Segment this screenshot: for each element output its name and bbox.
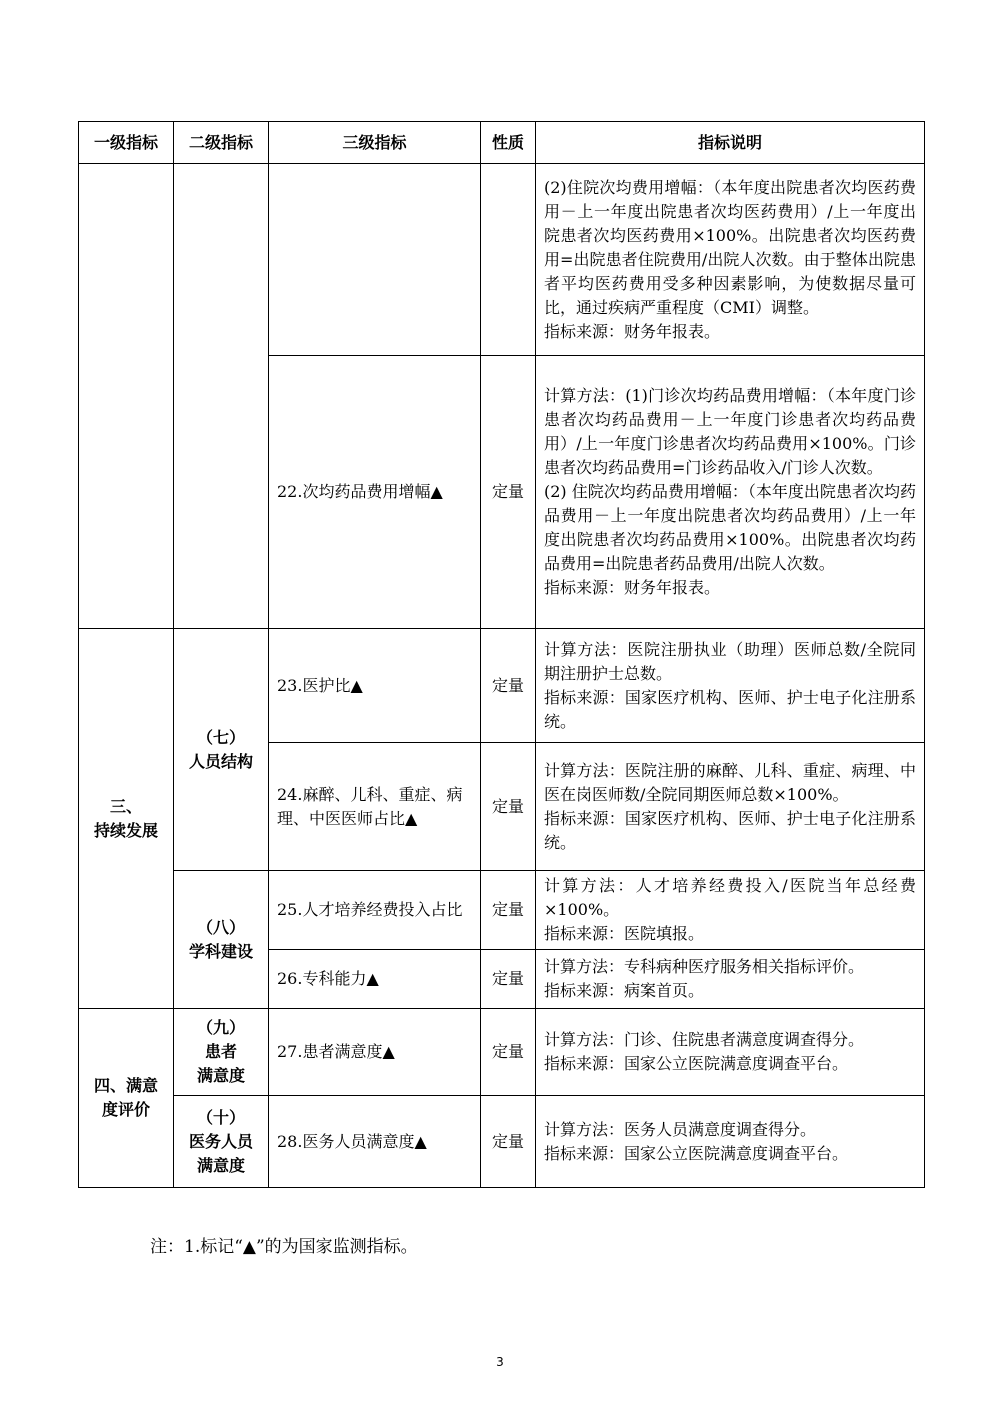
description-cell: 计算方法：人才培养经费投入/医院当年总经费×100%。 指标来源：医院填报。 <box>536 871 925 950</box>
level2-staff-structure: （七） 人员结构 <box>174 629 269 871</box>
header-row <box>79 122 925 164</box>
nature-cell: 定量 <box>481 743 536 871</box>
table-row <box>79 629 925 743</box>
level2-staff-satisfaction: （十） 医务人员 满意度 <box>174 1096 269 1188</box>
level3-name: 23.医护比▲ <box>269 629 481 743</box>
header-level1: 一级指标 <box>79 122 174 164</box>
level2-discipline-building: （八） 学科建设 <box>174 871 269 1009</box>
level3-cell-empty <box>269 164 481 356</box>
description-cell: 计算方法：医务人员满意度调查得分。 指标来源：国家公立医院满意度调查平台。 <box>536 1096 925 1188</box>
table-row <box>79 164 925 356</box>
level3-name: 26.专科能力▲ <box>269 950 481 1009</box>
page-number: 3 <box>496 1355 504 1369</box>
level1-satisfaction-evaluation: 四、满意 度评价 <box>79 1009 174 1188</box>
level1-cell-empty <box>79 164 174 629</box>
description-cell: (2)住院次均费用增幅：（本年度出院患者次均医药费用－上一年度出院患者次均医药费用）/上一年度出院患者次均医药费用×100%。出院患者次均医药费用=出院患者住院费用/出院人次数。由于整体出院患者平均医药费用受多种因素影响，为使数据尽量可比，通过疾病严重程度（CMI）调整。 指标来源：财务年报表。 <box>536 164 925 356</box>
table-row <box>79 871 925 950</box>
header-nature: 性质 <box>481 122 536 164</box>
description-cell: 计算方法：医院注册的麻醉、儿科、重症、病理、中医在岗医师数/全院同期医师总数×100%。 指标来源：国家医疗机构、医师、护士电子化注册系统。 <box>536 743 925 871</box>
level3-name: 22.次均药品费用增幅▲ <box>269 356 481 629</box>
table-row <box>79 1009 925 1096</box>
nature-cell: 定量 <box>481 950 536 1009</box>
nature-cell: 定量 <box>481 629 536 743</box>
nature-cell-empty <box>481 164 536 356</box>
header-level2: 二级指标 <box>174 122 269 164</box>
level1-sustainable-development: 三、 持续发展 <box>79 629 174 1009</box>
level3-name: 27.患者满意度▲ <box>269 1009 481 1096</box>
description-cell: 计算方法：门诊、住院患者满意度调查得分。 指标来源：国家公立医院满意度调查平台。 <box>536 1009 925 1096</box>
level3-name: 25.人才培养经费投入占比 <box>269 871 481 950</box>
table-row <box>79 1096 925 1188</box>
level3-name: 24.麻醉、儿科、重症、病理、中医医师占比▲ <box>269 743 481 871</box>
footnote: 注：1.标记“▲”的为国家监测指标。 <box>150 1237 418 1257</box>
level3-name: 28.医务人员满意度▲ <box>269 1096 481 1188</box>
nature-cell: 定量 <box>481 1009 536 1096</box>
indicator-table <box>78 121 925 1188</box>
nature-cell: 定量 <box>481 1096 536 1188</box>
nature-cell: 定量 <box>481 356 536 629</box>
header-level3: 三级指标 <box>269 122 481 164</box>
level2-patient-satisfaction: （九） 患者 满意度 <box>174 1009 269 1096</box>
header-description: 指标说明 <box>536 122 925 164</box>
description-cell: 计算方法：专科病种医疗服务相关指标评价。 指标来源：病案首页。 <box>536 950 925 1009</box>
level2-cell-empty <box>174 164 269 629</box>
description-cell: 计算方法：医院注册执业（助理）医师总数/全院同期注册护士总数。 指标来源：国家医疗机构、医师、护士电子化注册系统。 <box>536 629 925 743</box>
nature-cell: 定量 <box>481 871 536 950</box>
description-cell: 计算方法：(1)门诊次均药品费用增幅：（本年度门诊患者次均药品费用－上一年度门诊患者次均药品费用）/上一年度门诊患者次均药品费用×100%。门诊患者次均药品费用=门诊药品收入/门诊人次数。 (2) 住院次均药品费用增幅：（本年度出院患者次均药品费用－上一年度出院患者次均药品费用）/上一年度出院患者次均药品费用×100%。出院患者次均药品费用=出院患者药品费用/出院人次数。 指标来源：财务年报表。 <box>536 356 925 629</box>
